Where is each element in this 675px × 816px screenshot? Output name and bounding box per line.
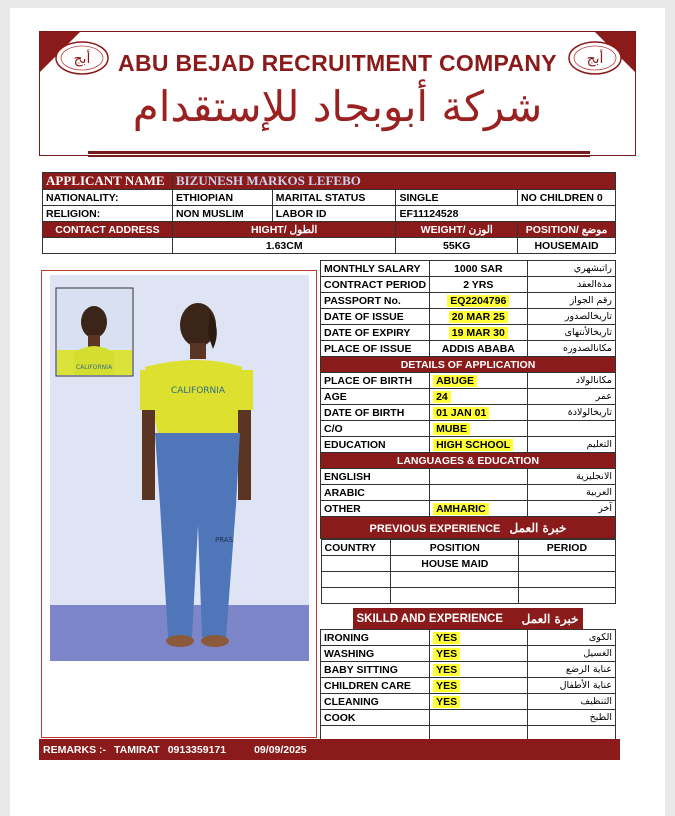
position-label: POSITION/ موضع: [518, 222, 616, 238]
contract-row-arabic: مدةالعقد: [527, 277, 615, 293]
thumbnail-shirt-text: CALIFORNIA: [75, 364, 113, 371]
experience-row: [321, 556, 615, 572]
experience-position: HOUSE MAID: [391, 556, 519, 572]
experience-period: [519, 556, 615, 572]
language-row: [321, 469, 616, 485]
contract-row-arabic: رقم الجواز: [527, 293, 615, 309]
details-row-value-text: HIGH SCHOOL: [433, 439, 513, 451]
nationality-label: NATIONALITY:: [43, 190, 173, 206]
skill-row-label: CHILDREN CARE: [321, 678, 430, 694]
language-row-value: [430, 469, 527, 485]
experience-col-country: COUNTRY: [321, 540, 391, 556]
details-row-label: DATE OF BIRTH: [321, 405, 430, 421]
skill-row-arabic: عناية الأطفال: [527, 678, 615, 694]
language-row-value: [430, 485, 527, 501]
details-row-label: C/O: [321, 421, 430, 437]
details-row-value-text: 01 JAN 01: [433, 407, 489, 419]
logo-lettering-left: أبج: [73, 51, 91, 67]
skill-row: [321, 630, 616, 646]
skill-row-label: IRONING: [321, 630, 430, 646]
details-row-arabic: عمر: [527, 389, 615, 405]
header-rule: [88, 151, 590, 154]
remarks-bar: [39, 739, 620, 760]
skill-row-arabic: الكوى: [527, 630, 615, 646]
details-row-label: PLACE OF BIRTH: [321, 373, 430, 389]
details-row: [321, 389, 616, 405]
details-row-value-text: 24: [433, 391, 451, 403]
skill-row-value-text: YES: [433, 680, 460, 692]
labor-id-label: LABOR ID: [272, 206, 396, 222]
contract-row-label: CONTRACT PERIOD: [321, 277, 430, 293]
contract-row-arabic: مكانالصدوره: [527, 341, 615, 357]
contact-address-value: [43, 238, 173, 254]
details-row-value: [430, 405, 527, 421]
details-row-arabic: التعليم: [527, 437, 615, 453]
skill-row-value-text: YES: [433, 632, 460, 644]
contract-row: [321, 341, 616, 357]
contract-row: [321, 325, 616, 341]
contract-row-value: [430, 293, 527, 309]
skill-row-label: WASHING: [321, 646, 430, 662]
details-table: [320, 260, 616, 742]
applicant-info-table: [42, 172, 616, 254]
experience-row: [321, 572, 615, 588]
contract-row-value-text: 19 MAR 30: [449, 327, 508, 339]
experience-col-position: POSITION: [391, 540, 519, 556]
experience-period: [519, 588, 615, 604]
experience-country: [321, 572, 391, 588]
weight-value: 55KG: [396, 238, 518, 254]
skill-row: [321, 678, 616, 694]
details-row-arabic: [527, 421, 615, 437]
contract-row-arabic: تاريخالصدور: [527, 309, 615, 325]
details-row-value: [430, 389, 527, 405]
contract-row-value-text: EQ2204796: [447, 295, 509, 307]
language-row-label: ENGLISH: [321, 469, 430, 485]
language-row: [321, 501, 616, 517]
skills-section: [321, 630, 616, 726]
details-row-label: AGE: [321, 389, 430, 405]
details-row-arabic: مكانالولاد: [527, 373, 615, 389]
contract-row: [321, 277, 616, 293]
details-row-value: [430, 437, 527, 453]
contract-row-value-text: 1000 SAR: [454, 262, 503, 275]
experience-row: [321, 588, 615, 604]
remarks-phone: 0913359171: [167, 743, 227, 756]
religion-label: RELIGION:: [43, 206, 173, 222]
skill-row-value-text: YES: [433, 664, 460, 676]
marital-status-value: SINGLE: [396, 190, 518, 206]
details-row-value-text: ABUGE: [433, 375, 477, 387]
skill-row: [321, 662, 616, 678]
contract-row-value: [430, 309, 527, 325]
contract-row-label: PASSPORT No.: [321, 293, 430, 309]
header-rule-thin: [88, 156, 590, 157]
skill-row-value: [430, 694, 527, 710]
contract-row: [321, 309, 616, 325]
skill-row-arabic: عناية الرضع: [527, 662, 615, 678]
remarks-name: TAMIRAT: [114, 743, 160, 756]
skill-row: [321, 694, 616, 710]
language-row-arabic: آخر: [527, 501, 615, 517]
skills-title: SKILLD AND EXPERIENCE: [356, 612, 504, 625]
skill-row-value: [430, 662, 527, 678]
details-row: [321, 405, 616, 421]
weight-label: WEIGHT/ الوزن: [396, 222, 518, 238]
skill-row-label: COOK: [321, 710, 430, 726]
skill-row-value: [430, 678, 527, 694]
company-name-english: ABU BEJAD RECRUITMENT COMPANY: [118, 50, 557, 76]
skill-row-value: [430, 710, 527, 726]
details-row: [321, 437, 616, 453]
contract-row-value: [430, 341, 527, 357]
skill-row-label: CLEANING: [321, 694, 430, 710]
remarks-label: REMARKS :-: [43, 743, 106, 756]
contract-row-arabic: تاريخالأنتهاى: [527, 325, 615, 341]
nationality-value: ETHIOPIAN: [172, 190, 272, 206]
experience-col-period: PERIOD: [519, 540, 615, 556]
letterhead: [39, 31, 636, 156]
contract-row: [321, 293, 616, 309]
skill-row: [321, 646, 616, 662]
applicant-name-label: APPLICANT NAME: [43, 173, 173, 190]
applicant-photo: [50, 275, 309, 661]
details-row-value: [430, 373, 527, 389]
passport-thumbnail: [56, 288, 133, 376]
contact-address-label: CONTACT ADDRESS: [43, 222, 173, 238]
skill-row: [321, 710, 616, 726]
skill-row-value: [430, 630, 527, 646]
logo-lettering-right: أبج: [586, 51, 604, 67]
company-name-arabic: شركة أبوبجاد للإستقدام: [132, 82, 543, 131]
languages-section: [321, 469, 616, 517]
marital-status-label: MARITAL STATUS: [272, 190, 396, 206]
contract-row-value: [430, 261, 527, 277]
remarks-date: 09/09/2025: [254, 743, 307, 756]
details-row: [321, 421, 616, 437]
contract-row-value: [430, 325, 527, 341]
languages-header: LANGUAGES & EDUCATION: [321, 453, 616, 469]
application-details-section: [321, 373, 616, 453]
contract-section: [321, 261, 616, 357]
position-value: HOUSEMAID: [518, 238, 616, 254]
jeans-text: PRAS: [215, 536, 234, 544]
details-row-label: EDUCATION: [321, 437, 430, 453]
contract-row-label: DATE OF EXPIRY: [321, 325, 430, 341]
language-row-label: ARABIC: [321, 485, 430, 501]
language-row-value-text: AMHARIC: [433, 503, 489, 515]
children-value: NO CHILDREN 0: [518, 190, 616, 206]
previous-experience-title: PREVIOUS EXPERIENCE: [369, 522, 501, 535]
language-row-value: [430, 501, 527, 517]
skills-title-arabic: خبرة العمل: [521, 611, 579, 626]
language-row: [321, 485, 616, 501]
skill-row-arabic: الطبخ: [527, 710, 615, 726]
skill-row-value-text: YES: [433, 648, 460, 660]
details-row-value-text: MUBE: [433, 423, 470, 435]
contract-row-value: [430, 277, 527, 293]
details-row-arabic: تاريخالولادة: [527, 405, 615, 421]
contract-row: [321, 261, 616, 277]
height-value: 1.63CM: [172, 238, 396, 254]
language-row-label: OTHER: [321, 501, 430, 517]
previous-experience-title-arabic: خبرة العمل: [509, 520, 567, 535]
language-row-arabic: الانجليزية: [527, 469, 615, 485]
previous-experience-header: [321, 517, 616, 539]
skill-row-value: [430, 646, 527, 662]
contract-row-arabic: راتبشهري: [527, 261, 615, 277]
contract-row-label: PLACE OF ISSUE: [321, 341, 430, 357]
contract-row-value-text: 20 MAR 25: [449, 311, 508, 323]
language-row-arabic: العربية: [527, 485, 615, 501]
shirt-text: CALIFORNIA: [170, 386, 226, 396]
skill-row-label: BABY SITTING: [321, 662, 430, 678]
skills-header: [353, 608, 583, 629]
contract-row-label: DATE OF ISSUE: [321, 309, 430, 325]
experience-country: [321, 588, 391, 604]
religion-value: NON MUSLIM: [172, 206, 272, 222]
details-row: [321, 373, 616, 389]
height-label: HIGHT/ الطول: [172, 222, 396, 238]
skill-row-arabic: التنظيف: [527, 694, 615, 710]
applicant-name: BIZUNESH MARKOS LEFEBO: [172, 173, 615, 190]
skill-row-value-text: YES: [433, 696, 460, 708]
contract-row-label: MONTHLY SALARY: [321, 261, 430, 277]
experience-table: [321, 539, 616, 604]
experience-position: [391, 572, 519, 588]
experience-position: [391, 588, 519, 604]
experience-period: [519, 572, 615, 588]
labor-id-value: EF11124528: [396, 206, 616, 222]
details-row-value: [430, 421, 527, 437]
contract-row-value-text: 2 YRS: [463, 278, 494, 291]
contract-row-value-text: ADDIS ABABA: [441, 342, 515, 355]
experience-country: [321, 556, 391, 572]
skill-row-arabic: الغسيل: [527, 646, 615, 662]
details-of-application-header: DETAILS OF APPLICATION: [321, 357, 616, 373]
